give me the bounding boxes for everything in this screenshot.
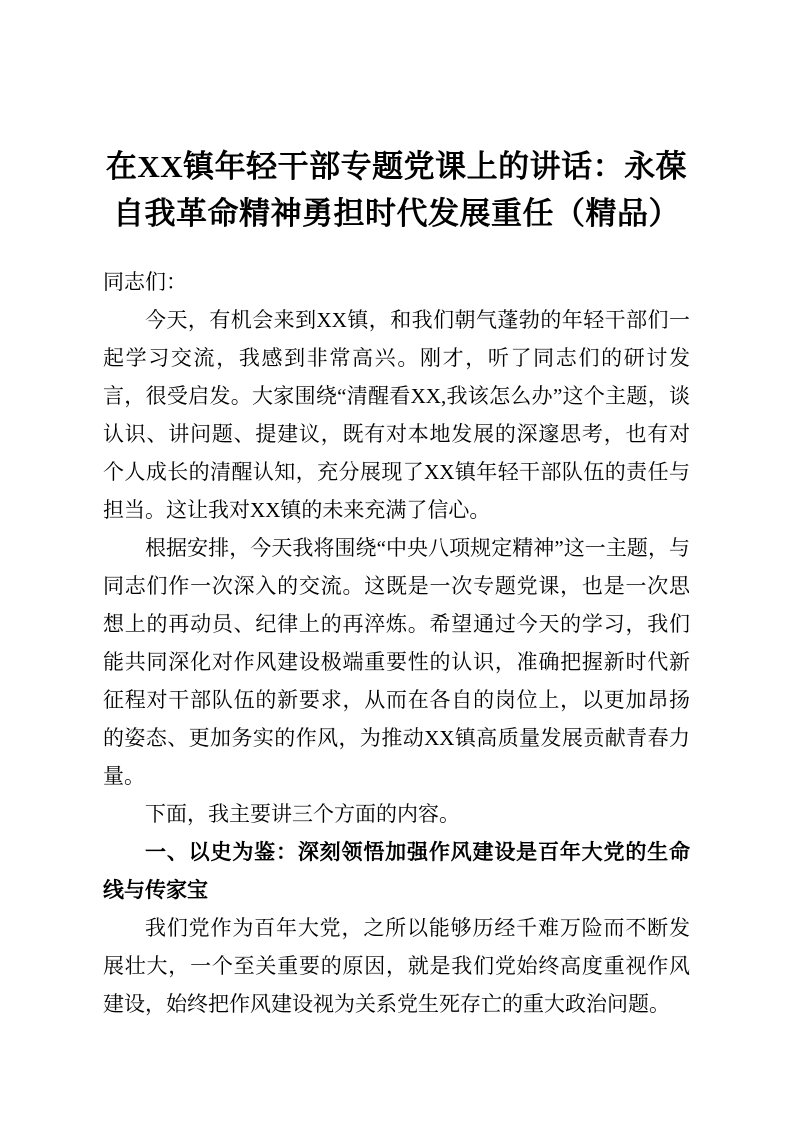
paragraph: 根据安排，今天我将围绕“中央八项规定精神”这一主题，与同志们作一次深入的交流。这既是一次专题党课，也是一次思想上的再动员、纪律上的再淬炼。希望通过今天的学习，我们能共同深化对作风建设极端重要性的认识，准确把握新时代新征程对干部队伍的新要求，从而在各自的岗位上，以更加昂扬的姿态、更加务实的作风，为推动XX镇高质量发展贡献青春力量。 (103, 536, 690, 788)
paragraph: 今天，有机会来到XX镇，和我们朝气蓬勃的年轻干部们一起学习交流，我感到非常高兴。刚才，听了同志们的研讨发言，很受启发。大家围绕“清醒看XX,我该怎么办”这个主题，谈认识、讲问题、提建议，既有对本地发展的深邃思考，也有对个人成长的清醒认知，充分展现了XX镇年轻干部队伍的责任与担当。这让我对XX镇的未来充满了信心。 (103, 308, 690, 522)
document-title (103, 143, 690, 237)
salutation: 同志们： (103, 270, 187, 294)
document-title-line2: 自我革命精神勇担时代发展重任（精品） (113, 196, 680, 231)
paragraph: 下面，我主要讲三个方面的内容。 (145, 802, 460, 826)
document-page (103, 0, 690, 1023)
document-body (103, 263, 690, 1023)
section-heading: 一、以史为鉴：深刻领悟加强作风建设是百年大党的生命线与传家宝 (103, 840, 690, 902)
paragraph: 我们党作为百年大党，之所以能够历经千难万险而不断发展壮大，一个至关重要的原因，就是我们党始终高度重视作风建设，始终把作风建设视为关系党生死存亡的重大政治问题。 (103, 916, 690, 1016)
document-title-line1: 在XX镇年轻干部专题党课上的讲话：永葆 (105, 149, 688, 184)
